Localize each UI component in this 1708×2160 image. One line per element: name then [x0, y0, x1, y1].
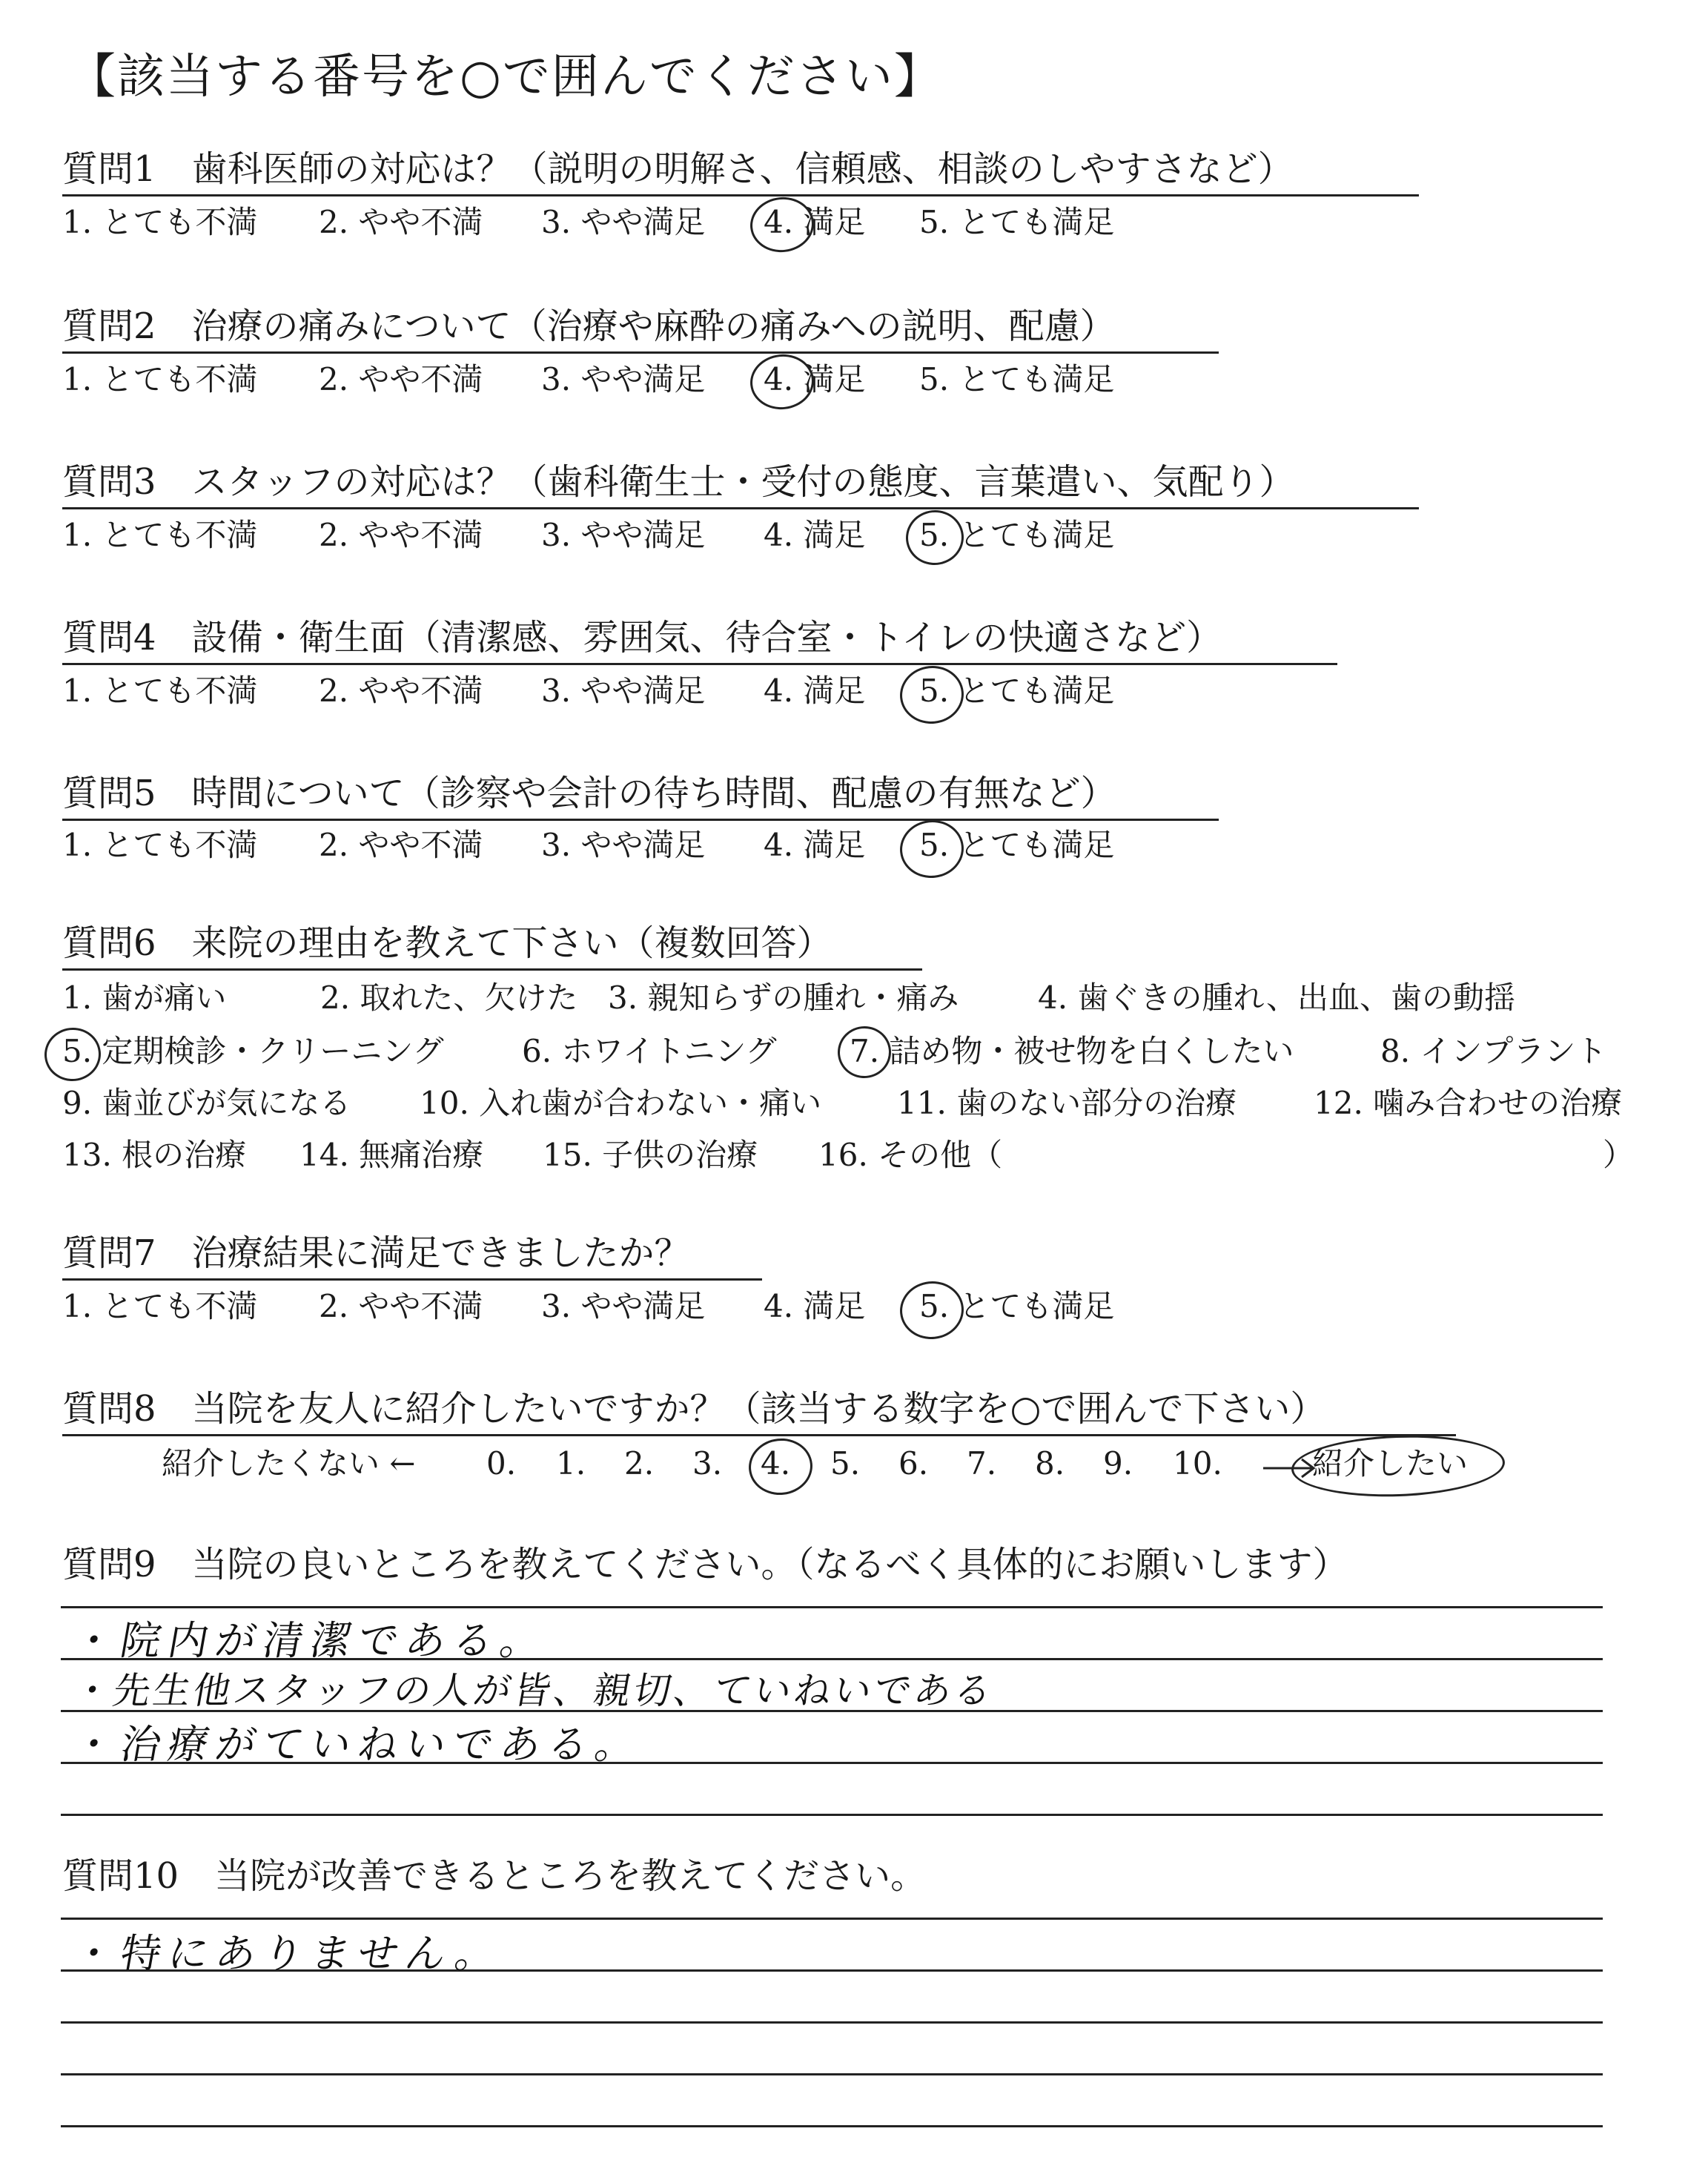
- question-3-underline: [62, 507, 1419, 509]
- question-6-title: 質問6 来院の理由を教えて下さい（複数回答）: [62, 922, 833, 964]
- q4-option-2[interactable]: 2. やや不満: [319, 673, 483, 709]
- question-6-underline: [62, 968, 922, 971]
- q6-option-12[interactable]: 12. 噛み合わせの治療: [1314, 1085, 1623, 1121]
- q8-right-label-circle: [1291, 1432, 1506, 1500]
- question-4-title: 質問4 設備・衛生面（清潔感、雰囲気、待合室・トイレの快適さなど）: [62, 617, 1222, 658]
- q7-option-5[interactable]: 5. とても満足: [919, 1288, 1115, 1324]
- q6-option-16[interactable]: 16. その他（: [818, 1137, 1003, 1173]
- q6-option-13[interactable]: 13. 根の治療: [62, 1137, 247, 1173]
- q6-option-4[interactable]: 4. 歯ぐきの腫れ、出血、歯の動揺: [1038, 980, 1515, 1016]
- q5-option-2[interactable]: 2. やや不満: [319, 827, 483, 863]
- q7-option-1[interactable]: 1. とても不満: [62, 1288, 258, 1324]
- q8-number-9[interactable]: 9.: [1103, 1445, 1133, 1482]
- question-1-title: 質問1 歯科医師の対応は？（説明の明解さ、信頼感、相談のしやすさなど）: [62, 148, 1294, 190]
- q9-handwritten-line: ・先生他スタッフの人が皆、親切、ていねいである: [70, 1669, 999, 1712]
- q2-option-3[interactable]: 3. やや満足: [541, 361, 706, 397]
- q8-number-6[interactable]: 6.: [898, 1445, 929, 1482]
- q8-number-8[interactable]: 8.: [1035, 1445, 1065, 1482]
- q3-option-1[interactable]: 1. とても不満: [62, 517, 258, 553]
- q10-write-line: [61, 2021, 1603, 2024]
- question-2-title: 質問2 治療の痛みについて（治療や麻酔の痛みへの説明、配慮）: [62, 305, 1116, 347]
- q7-option-3[interactable]: 3. やや満足: [541, 1288, 706, 1324]
- q6-option-9[interactable]: 9. 歯並びが気になる: [62, 1085, 351, 1121]
- q10-write-line: [61, 2073, 1603, 2075]
- q3-option-2[interactable]: 2. やや不満: [319, 517, 483, 553]
- q7-option-2[interactable]: 2. やや不満: [319, 1288, 483, 1324]
- question-1-underline: [62, 194, 1419, 196]
- q5-option-4[interactable]: 4. 満足: [764, 827, 866, 863]
- q9-handwritten-line: ・院内が清潔である。: [69, 1617, 552, 1664]
- q6-option-11[interactable]: 11. 歯のない部分の治療: [897, 1085, 1237, 1121]
- q8-left-label: 紹介したくない ←: [162, 1445, 416, 1482]
- q2-option-4[interactable]: 4. 満足: [764, 361, 866, 397]
- q1-option-5[interactable]: 5. とても満足: [919, 204, 1115, 240]
- page-header: 【該当する番号を○で囲んでください】: [68, 50, 943, 105]
- q8-number-5[interactable]: 5.: [830, 1445, 861, 1482]
- q9-write-line: [61, 1606, 1603, 1608]
- q8-number-4[interactable]: 4.: [761, 1445, 791, 1482]
- q9-write-line: [61, 1814, 1603, 1816]
- q10-write-line: [61, 1918, 1603, 1920]
- q6-option-7[interactable]: 7. 詰め物・被せ物を白くしたい: [850, 1033, 1294, 1069]
- q6-other-close: ）: [1603, 1137, 1635, 1173]
- q4-option-4[interactable]: 4. 満足: [764, 673, 866, 709]
- q4-option-5[interactable]: 5. とても満足: [919, 673, 1115, 709]
- question-7-title: 質問7 治療結果に満足できましたか？: [62, 1232, 690, 1274]
- q6-option-1[interactable]: 1. 歯が痛い: [62, 980, 227, 1016]
- question-8-underline: [62, 1434, 1456, 1436]
- q3-option-4[interactable]: 4. 満足: [764, 517, 866, 553]
- q5-option-3[interactable]: 3. やや満足: [541, 827, 706, 863]
- question-2-underline: [62, 351, 1219, 354]
- q2-option-2[interactable]: 2. やや不満: [319, 361, 483, 397]
- q1-option-4[interactable]: 4. 満足: [764, 204, 866, 240]
- q3-option-5[interactable]: 5. とても満足: [919, 517, 1115, 553]
- q6-option-14[interactable]: 14. 無痛治療: [299, 1137, 484, 1173]
- q6-option-6[interactable]: 6. ホワイトニング: [522, 1033, 777, 1069]
- q8-number-1[interactable]: 1.: [556, 1445, 586, 1482]
- q10-handwritten-line: ・特にありません。: [69, 1930, 508, 1977]
- question-4-underline: [62, 663, 1337, 665]
- q10-write-line: [61, 2125, 1603, 2127]
- q5-option-1[interactable]: 1. とても不満: [62, 827, 258, 863]
- q5-option-5[interactable]: 5. とても満足: [919, 827, 1115, 863]
- q3-option-3[interactable]: 3. やや満足: [541, 517, 706, 553]
- q6-option-2[interactable]: 2. 取れた、欠けた: [320, 980, 578, 1016]
- q8-number-7[interactable]: 7.: [967, 1445, 997, 1482]
- q4-option-1[interactable]: 1. とても不満: [62, 673, 258, 709]
- q1-option-3[interactable]: 3. やや満足: [541, 204, 706, 240]
- q1-option-2[interactable]: 2. やや不満: [319, 204, 483, 240]
- q8-number-10[interactable]: 10.: [1173, 1445, 1222, 1482]
- q6-option-5[interactable]: 5. 定期検診・クリーニング: [62, 1033, 444, 1069]
- question-8-title: 質問8 当院を友人に紹介したいですか？（該当する数字を○で囲んで下さい）: [62, 1388, 1326, 1430]
- question-7-underline: [62, 1278, 762, 1281]
- q8-number-0[interactable]: 0.: [486, 1445, 517, 1482]
- q8-right-label[interactable]: 紹介したい: [1312, 1445, 1469, 1482]
- q7-option-4[interactable]: 4. 満足: [764, 1288, 866, 1324]
- q9-handwritten-line: ・治療がていねいである。: [69, 1721, 647, 1768]
- question-5-title: 質問5 時間について（診察や会計の待ち時間、配慮の有無など）: [62, 773, 1116, 814]
- question-3-title: 質問3 スタッフの対応は？（歯科衛生士・受付の態度、言葉遣い、気配り）: [62, 461, 1295, 503]
- q2-option-5[interactable]: 5. とても満足: [919, 361, 1115, 397]
- question-5-underline: [62, 819, 1219, 821]
- q1-option-1[interactable]: 1. とても不満: [62, 204, 258, 240]
- q8-number-3[interactable]: 3.: [692, 1445, 723, 1482]
- q6-option-10[interactable]: 10. 入れ歯が合わない・痛い: [420, 1085, 822, 1121]
- q6-option-15[interactable]: 15. 子供の治療: [543, 1137, 758, 1173]
- q2-option-1[interactable]: 1. とても不満: [62, 361, 258, 397]
- q6-option-3[interactable]: 3. 親知らずの腫れ・痛み: [608, 980, 959, 1016]
- q4-option-3[interactable]: 3. やや満足: [541, 673, 706, 709]
- q8-answer-circle: [746, 1436, 815, 1499]
- question-9-title: 質問9 当院の良いところを教えてください。（なるべく具体的にお願いします）: [62, 1544, 1348, 1585]
- question-10-title: 質問10 当院が改善できるところを教えてください。: [62, 1855, 927, 1897]
- q6-option-8[interactable]: 8. インプラント: [1380, 1033, 1607, 1069]
- q8-number-2[interactable]: 2.: [624, 1445, 655, 1482]
